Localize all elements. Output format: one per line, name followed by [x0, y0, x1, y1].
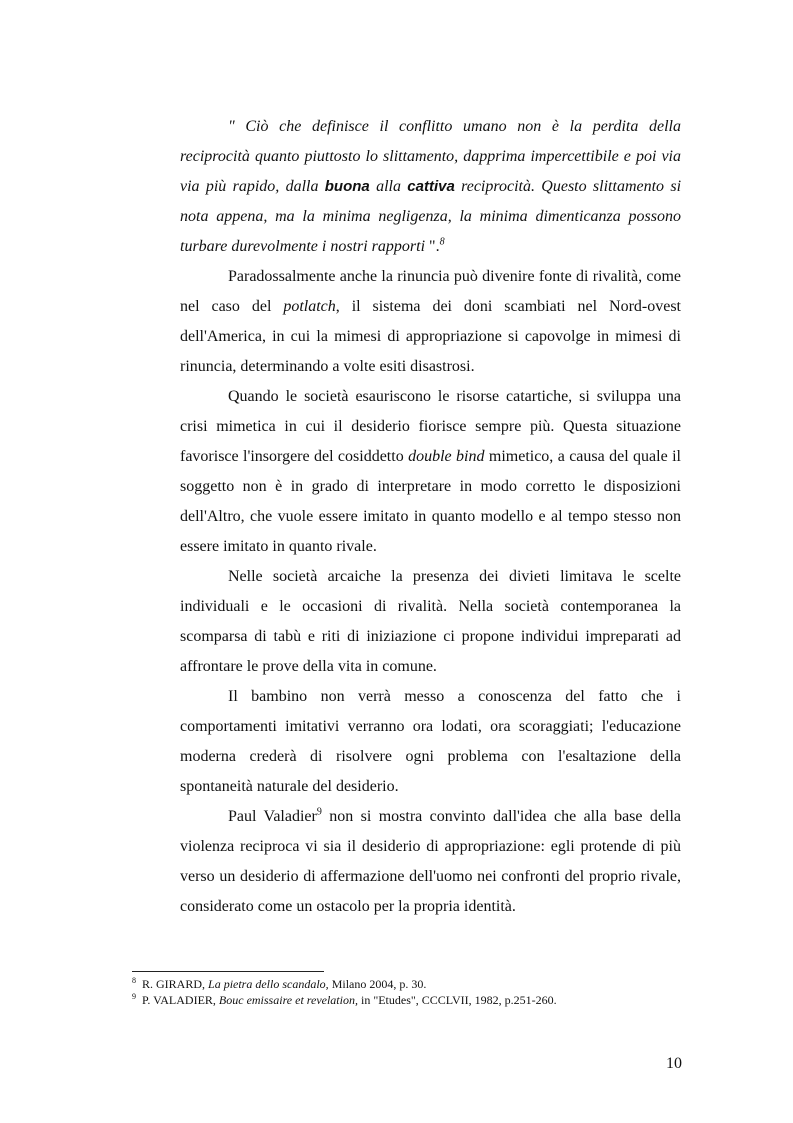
footnote-number: 9: [132, 992, 136, 1001]
paragraph-text: Paradossalmente anche la rinuncia può divenire fonte di rivalità, come nel caso del: [180, 268, 681, 315]
footnote-details: in "Etudes", CCCLVII, 1982, p.251-260.: [357, 993, 557, 1007]
footnote-number: 8: [132, 976, 136, 985]
footnote-details: Milano 2004, p. 30.: [328, 977, 427, 991]
paragraph-valadier: [180, 802, 681, 922]
footnote-separator: [132, 971, 324, 972]
footnote-8: [132, 976, 692, 992]
footnote-title: Bouc emissaire et revelation,: [218, 993, 358, 1007]
paragraph-double-bind: [180, 382, 681, 562]
block-quote: [180, 112, 681, 262]
author-name: Paul Valadier: [228, 808, 317, 825]
footnote-author: P. VALADIER,: [142, 993, 219, 1007]
quote-bold-buona: buona: [324, 178, 370, 195]
paragraph-text: , il sistema dei doni scambiati nel Nord-ovest dell'America, in cui la mimesi di appropriazione si capovolge in mimesi di rinuncia, determinando a volte esiti disastrosi.: [180, 298, 682, 375]
paragraph-archaic-societies: Nelle società arcaiche la presenza dei divieti limitava le scelte individuali e le occasioni di rivalità. Nella società contemporanea la scomparsa di tabù e riti di iniziazione ci propone individui impreparati ad affrontare le prove della vita in comune.: [180, 568, 681, 675]
footnotes: [132, 976, 692, 1008]
paragraph-child-education: Il bambino non verrà messo a conoscenza del fatto che i comportamenti imitativi verranno ora lodati, ora scoraggiati; l'educazione moderna crederà di risolvere ogni problema con l'esaltazione della spontaneità naturale del desiderio.: [180, 688, 681, 795]
paragraph-text: mimetico, a causa del quale il soggetto non è in grado di interpretare in modo corretto le disposizioni dell'Altro, che vuole essere imitato in quanto modello e al tempo stesso non essere imitato in quanto rivale.: [180, 448, 681, 555]
paragraph-text: Quando le società esauriscono le risorse catartiche, si sviluppa una crisi mimetica in cui il desiderio fiorisce sempre più. Questa situazione favorisce l'insorgere del cosiddetto: [180, 388, 681, 465]
footnote-title: La pietra dello scandalo,: [208, 977, 329, 991]
footnote-9: [132, 992, 692, 1008]
quote-text-start: " Ciò che definisce il conflitto umano non è la perdita della reciprocità quanto piuttosto lo slittamento, dapprima impercettibile e poi via via più rapido, dalla: [180, 118, 681, 195]
quote-text-end: reciprocità. Questo slittamento si nota appena, ma la minima negligenza, la minima dimenticanza possono turbare durevolmente i nostri rapporti: [180, 178, 682, 255]
quote-text-mid: alla: [369, 178, 408, 195]
footnote-author: R. GIRARD,: [142, 977, 209, 991]
paragraph-potlatch: [180, 262, 681, 382]
quote-closing-mark: ".: [429, 238, 440, 255]
page-body: [180, 112, 681, 922]
page-number: 10: [666, 1055, 682, 1072]
italic-term-double-bind: double bind: [408, 448, 485, 465]
footnote-ref-8[interactable]: 8: [439, 236, 445, 248]
footnote-ref-9[interactable]: 9: [316, 806, 322, 818]
quote-bold-cattiva: cattiva: [407, 178, 455, 195]
italic-term-potlatch: potlatch: [283, 298, 336, 315]
paragraph-text: non si mostra convinto dall'idea che alla base della violenza reciproca vi sia il desiderio di appropriazione: egli protende di più verso un desiderio di affermazione dell'uomo nei confronti del proprio rivale, considerato come un ostacolo per la propria identità.: [180, 808, 681, 915]
